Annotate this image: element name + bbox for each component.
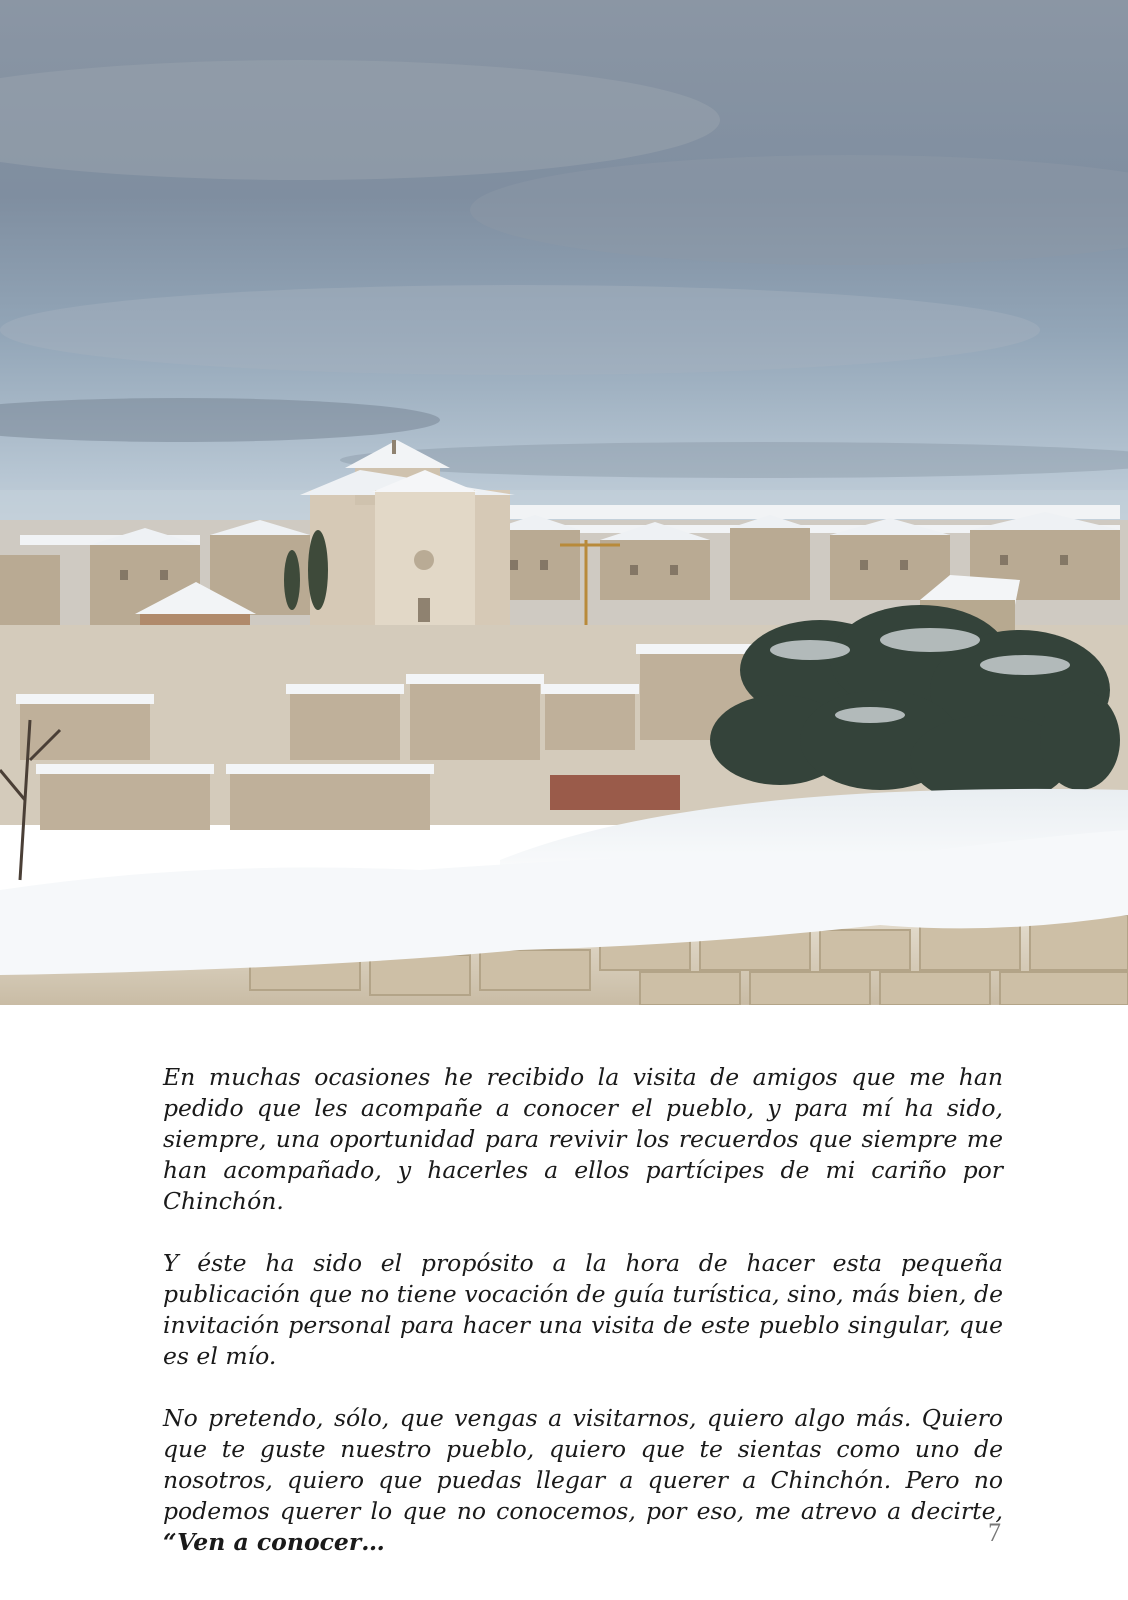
- page-number: 7: [988, 1518, 1001, 1547]
- paragraph-1: En muchas ocasiones he recibido la visita de amigos que me han pedido que les acompañe a conocer el pueblo, y para mí ha sido, siempre, una oportunidad para revivir los recuerdos que siempre me han acompañado, y hacerles a ellos partícipes de mi cariño por Chinchón.: [163, 1063, 1003, 1215]
- paragraph-3: [163, 1403, 1003, 1558]
- paragraph-3-text: No pretendo, sólo, que vengas a visitarnos, quiero algo más. Quiero que te guste nuestro pueblo, quiero que te sientas como uno de nosotros, quiero que puedas llegar a querer a Chinchón. Pero no podemos querer lo que no conocemos, por eso, me atrevo a decirte,: [163, 1404, 1003, 1525]
- intro-text: [163, 1062, 1003, 1558]
- paragraph-2: Y éste ha sido el propósito a la hora de hacer esta pequeña publicación que no tiene vocación de guía turística, sino, más bien, de invitación personal para hacer una visita de este pueblo singular, que es el mío.: [163, 1249, 1003, 1370]
- closing-emphasis: “Ven a conocer…: [163, 1528, 385, 1556]
